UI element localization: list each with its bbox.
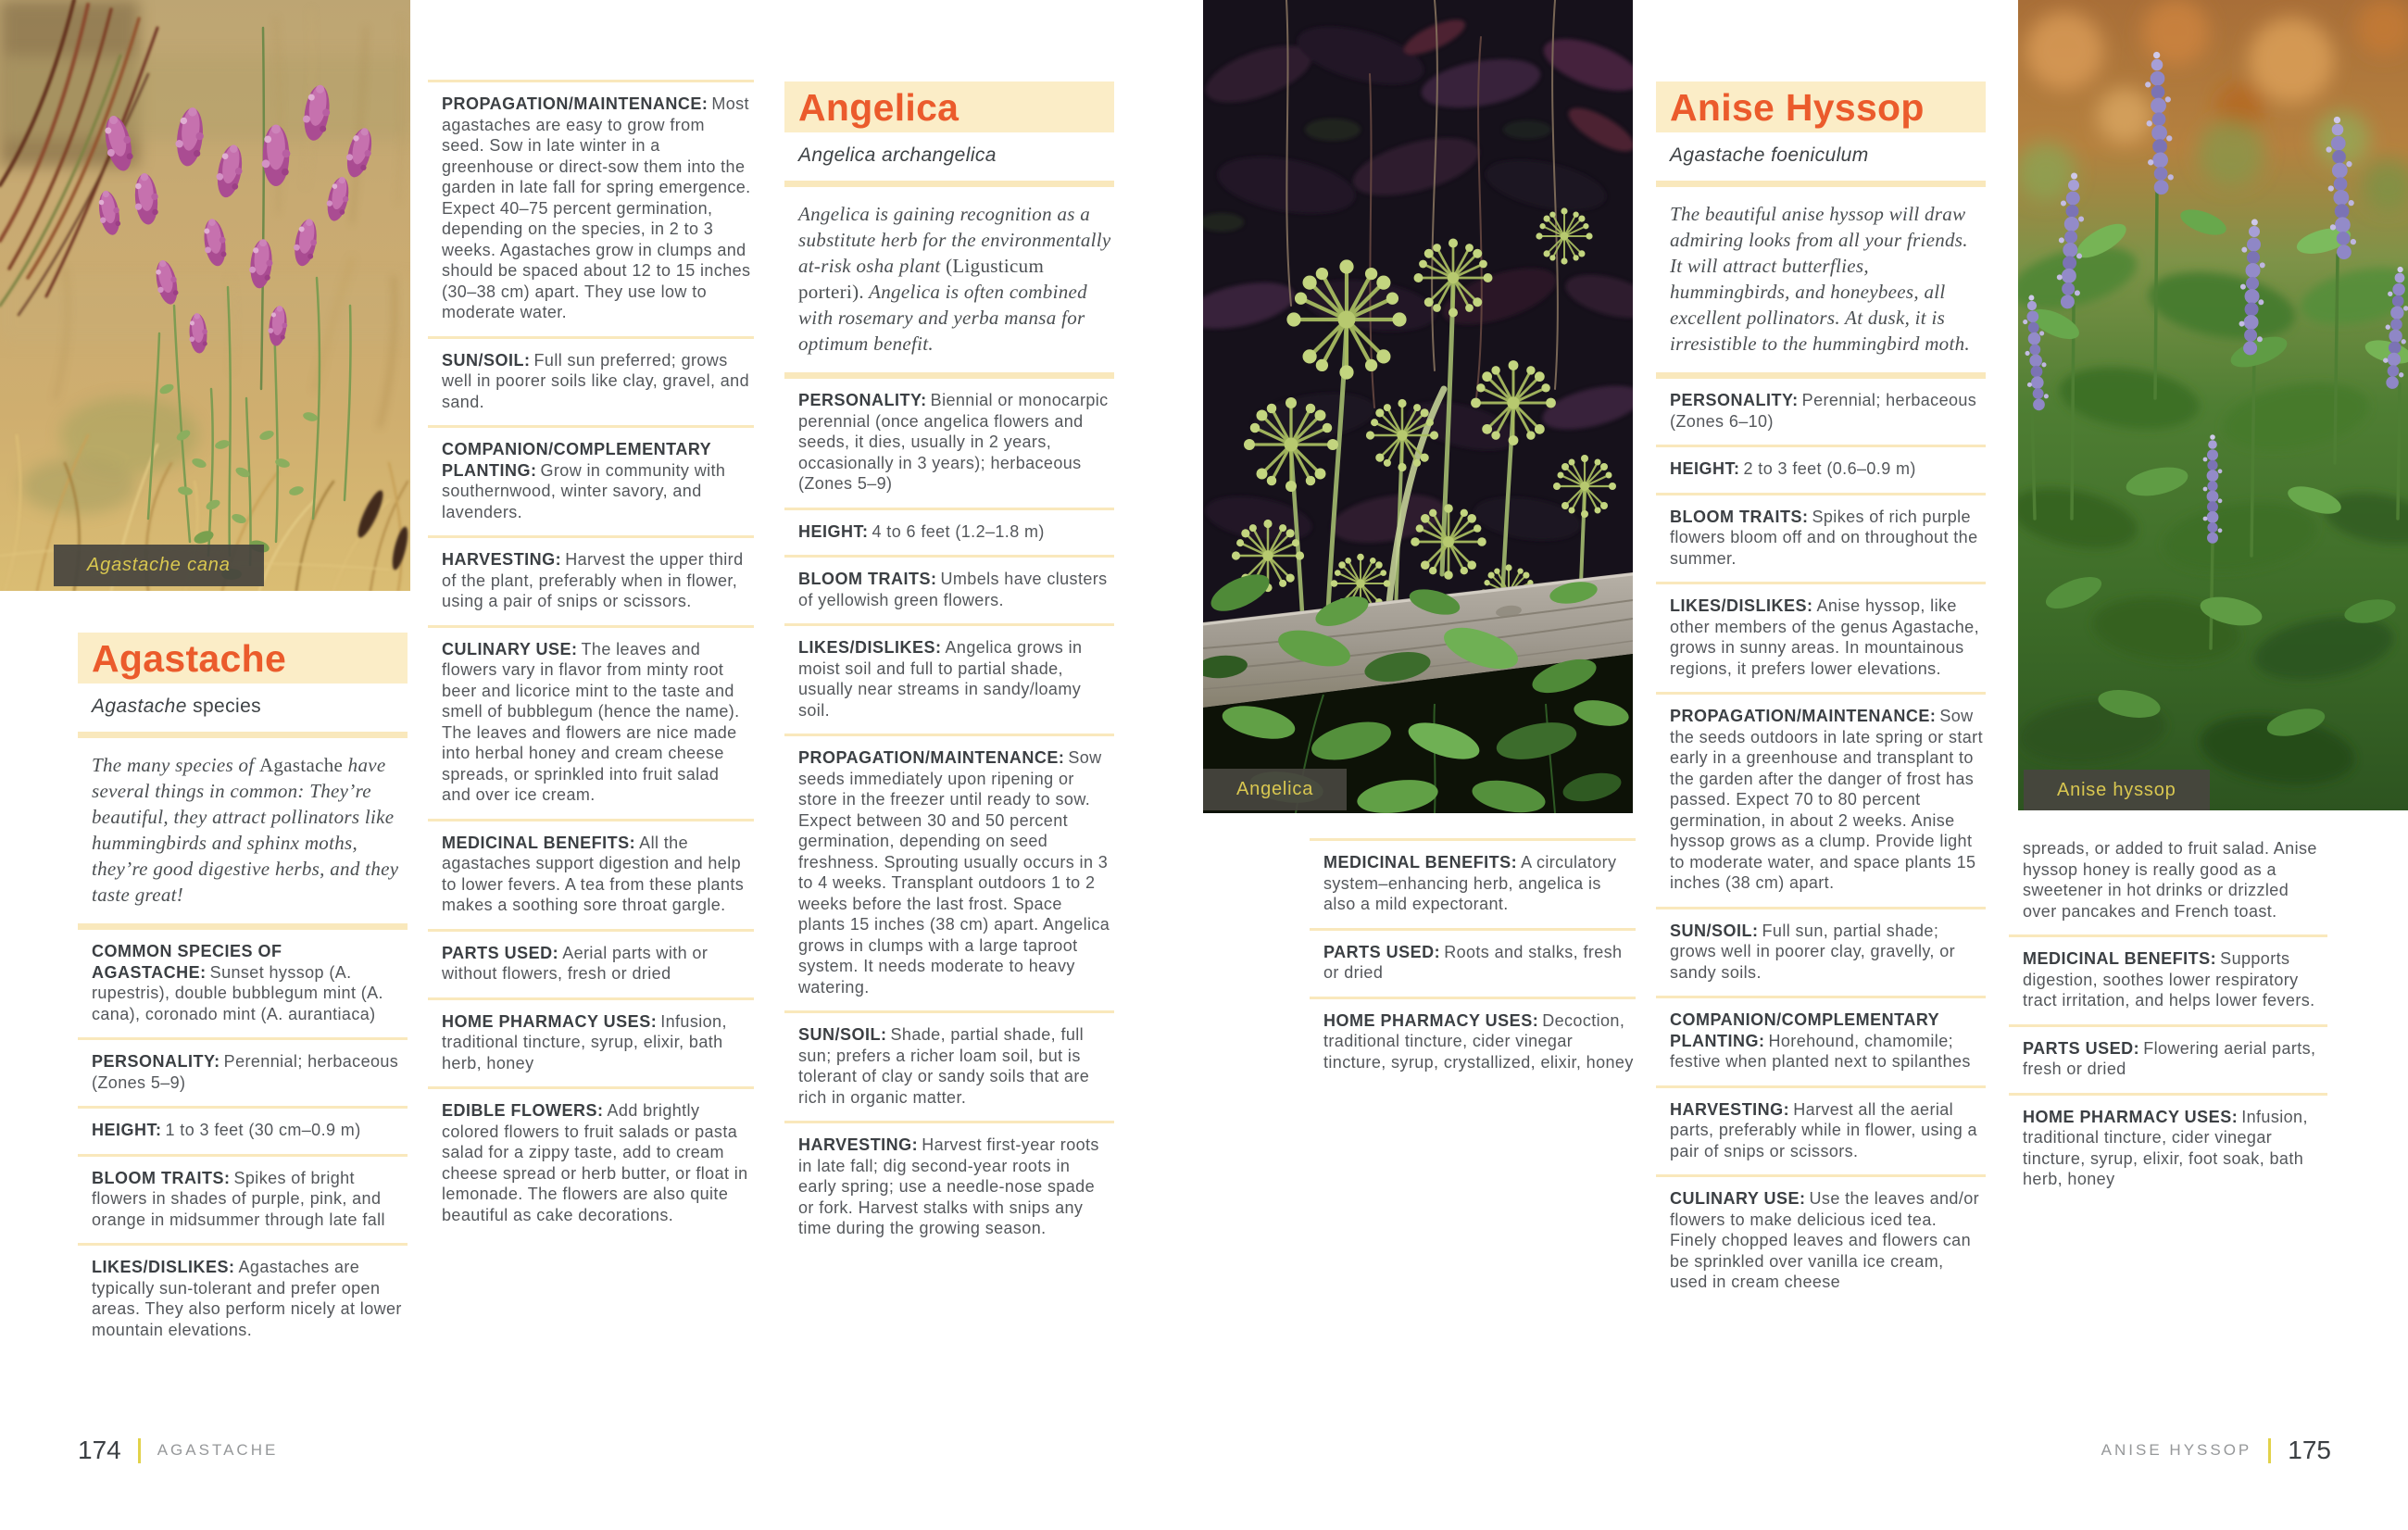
section-parts-used: [428, 929, 754, 997]
section-label: PROPAGATION/MAINTENANCE:: [1670, 707, 1937, 725]
section-text: Perennial; herbaceous (Zones 6–10): [1670, 391, 1977, 431]
section-companion-planting: [428, 425, 754, 535]
section-text: The leaves and flowers vary in flavor from minty root beer and licorice mint to the taste and smell of bubblegum (hence the name). The leaves and flowers are nice made into herbal honey and cream cheese spreads, or sprinkled into fruit salad and over ice cream.: [442, 639, 740, 804]
section-personality: [1656, 379, 1986, 445]
section-sun-soil: [428, 336, 754, 426]
angelica-photo: [1203, 0, 1633, 813]
anise-hyssop-photo: [2018, 0, 2408, 810]
section-text: Decoction, traditional tincture, cider vinegar tincture, syrup, crystallized, elixir, honey: [1323, 1010, 1634, 1072]
entry-intro-agastache: [78, 738, 408, 923]
species-genus: Agastache: [92, 696, 187, 717]
section-label: HEIGHT:: [1670, 459, 1740, 478]
section-personality: [784, 379, 1114, 508]
section-text: 1 to 3 feet (30 cm–0.9 m): [165, 1121, 361, 1139]
section-label: MEDICINAL BENEFITS:: [2023, 949, 2217, 968]
section-height: [78, 1106, 408, 1154]
section-label: CULINARY USE:: [442, 639, 578, 658]
section-home-pharmacy: [2009, 1093, 2327, 1203]
section-companion-planting: [1656, 996, 1986, 1085]
section-label: HEIGHT:: [798, 521, 869, 541]
section-likes-dislikes: [784, 623, 1114, 734]
section-parts-used: [1310, 928, 1636, 997]
section-bloom-traits: [78, 1154, 408, 1244]
anise-hyssop-column: [1656, 82, 1986, 1306]
intro-text: Angelica is gaining recognition as a substitute herb for the environmentally at-risk osha plant: [798, 203, 1111, 277]
section-propagation: [1656, 692, 1986, 907]
section-label: BLOOM TRAITS:: [1670, 507, 1809, 526]
section-text: Roots and stalks, fresh or dried: [1323, 942, 1623, 982]
intro-latin: (Ligusticum porteri).: [798, 255, 1045, 303]
section-text: Harvest the upper third of the plant, preferably when in flower, using a pair of snips or scissors.: [442, 550, 744, 610]
section-label: SUN/SOIL:: [442, 350, 531, 370]
section-text: Aerial parts with or without flowers, fresh or dried: [442, 943, 709, 983]
photo-caption-agastache-cana: Agastache cana: [54, 545, 264, 586]
section-label: HOME PHARMACY USES:: [442, 1011, 658, 1031]
section-text: Supports digestion, soothes lower respiratory tract irritation, and helps lower fevers.: [2023, 949, 2315, 1010]
section-personality: [78, 1037, 408, 1106]
section-label: PERSONALITY:: [92, 1052, 220, 1071]
section-text: Full sun, partial shade; grows well in poorer clay, gravelly, or sandy soils.: [1670, 921, 1956, 982]
photo-caption-anise-hyssop: Anise hyssop: [2024, 770, 2210, 810]
section-text: Full sun preferred; grows well in poorer soils like clay, gravel, and sand.: [442, 350, 750, 411]
page-footer-left: [78, 1436, 278, 1465]
section-text: Angelica grows in moist soil and full to partial shade, usually near streams in sandy/loamy soil.: [798, 638, 1083, 720]
section-text: 4 to 6 feet (1.2–1.8 m): [872, 521, 1045, 541]
section-label: SUN/SOIL:: [1670, 921, 1759, 940]
section-label: BLOOM TRAITS:: [798, 570, 937, 588]
section-label: HARVESTING:: [442, 550, 562, 569]
section-label: LIKES/DISLIKES:: [798, 638, 942, 657]
section-text: Sunset hyssop (A. rupestris), double bubblegum mint (A. cana), coronado mint (A. aurantiaca): [92, 962, 383, 1023]
section-label: PROPAGATION/MAINTENANCE:: [442, 94, 709, 113]
section-text: Umbels have clusters of yellowish green flowers.: [798, 570, 1108, 609]
section-medicinal-benefits: [428, 819, 754, 929]
intro-genus: Agastache: [258, 754, 344, 776]
section-text: Add brightly colored flowers to fruit salads or pasta salad for a zippy taste, add to cream cheese spread or herb butter, or float in lemonade. The flowers are also quite beautiful as cake decorations.: [442, 1101, 748, 1224]
section-culinary-use: [428, 625, 754, 819]
section-label: HOME PHARMACY USES:: [2023, 1107, 2239, 1126]
section-text: Most agastaches are easy to grow from seed. Sow in late winter in a greenhouse or direct-sow them into the garden in late fall for spring emergence. Expect 40–75 percent germination, depending on the species, in 2 to 3 weeks. Agastaches grow in clumps and should be spaced about 12 to 15 inches (30–38 cm) apart. They use low to moderate water.: [442, 94, 751, 321]
section-harvesting: [784, 1121, 1114, 1252]
section-text: Infusion, traditional tincture, syrup, elixir, bath herb, honey: [442, 1011, 727, 1072]
section-text: Horehound, chamomile; festive when planted next to spilanthes: [1670, 1031, 1971, 1071]
divider: [784, 372, 1114, 379]
section-sun-soil: [784, 1010, 1114, 1121]
section-likes-dislikes: [78, 1243, 408, 1353]
entry-title-anise-hyssop: Anise Hyssop: [1656, 82, 1986, 132]
entry-intro-angelica: [784, 187, 1114, 372]
agastache-column-1: [78, 633, 408, 1353]
species-name-agastache: [78, 683, 408, 732]
section-home-pharmacy: [428, 997, 754, 1087]
section-label: MEDICINAL BENEFITS:: [1323, 853, 1518, 872]
section-text: 2 to 3 feet (0.6–0.9 m): [1743, 459, 1916, 478]
section-label: HEIGHT:: [92, 1121, 162, 1139]
section-text: Grow in community with southernwood, winter savory, and lavenders.: [442, 460, 726, 521]
section-text: Infusion, traditional tincture, cider vinegar tincture, syrup, elixir, foot soak, bath herb, honey: [2023, 1107, 2308, 1188]
section-label: PARTS USED:: [2023, 1038, 2140, 1058]
section-label: HARVESTING:: [798, 1135, 919, 1154]
section-home-pharmacy: [1310, 997, 1636, 1086]
angelica-column: [784, 82, 1114, 1252]
angelica-photo-art: [1203, 0, 1633, 813]
page-footer-right: [2101, 1436, 2331, 1465]
divider: [784, 181, 1114, 187]
section-label: PERSONALITY:: [798, 391, 927, 409]
running-head-left: AGASTACHE: [157, 1441, 279, 1459]
section-text: Sow seeds immediately upon ripening or store in the freezer until ready to sow. Expect between 30 and 50 percent germination, depending on seed freshness. Sprouting usually occurs in 3 to 4 weeks. Transplant outdoors 1 to 2 weeks before the last frost. Space plants 15 inches (38 cm) apart. Angelica grows in clumps with a large taproot system. It needs moderate to heavy watering.: [798, 748, 1110, 997]
entry-intro-anise-hyssop: The beautiful anise hyssop will draw admiring looks from all your friends. It will attract butterflies, hummingbirds, and honeybees, all excellent pollinators. At dusk, it is irresistible to the hummingbird moth.: [1670, 203, 1970, 355]
section-parts-used: [2009, 1024, 2327, 1093]
agastache-cana-photo: [0, 0, 410, 591]
footer-divider: [138, 1438, 141, 1463]
section-label: SUN/SOIL:: [798, 1025, 887, 1044]
section-text: Anise hyssop, like other members of the genus Agastache, grows in sunny areas. In mountainous regions, it prefers lower elevations.: [1670, 596, 1979, 678]
section-text: Sow the seeds outdoors in late spring or start early in a greenhouse and transplant to the garden after the danger of frost has passed. Expect 70 to 80 percent germination, in about 2 weeks. Anise hyssop grows as a clump. Provide light to moderate water, and space plants 15 inches (38 cm) apart.: [1670, 707, 1983, 892]
section-text: Shade, partial shade, full sun; prefers a richer loam soil, but is tolerant of clay or sandy soils that are rich in organic matter.: [798, 1025, 1090, 1107]
section-text: Biennial or monocarpic perennial (once angelica flowers and seeds, it dies, usually in 2 years, occasionally in 3 years); herbaceous (Zones 5–9): [798, 391, 1109, 493]
species-name-anise-hyssop: Agastache foeniculum: [1670, 144, 1869, 166]
section-label: LIKES/DISLIKES:: [92, 1258, 235, 1276]
section-likes-dislikes: [1656, 582, 1986, 692]
section-text: Harvest all the aerial parts, preferably while in flower, using a pair of snips or scissors.: [1670, 1099, 1977, 1160]
running-head-right: ANISE HYSSOP: [2101, 1441, 2252, 1459]
section-label: COMPANION/COMPLEMENTARY PLANTING:: [442, 440, 711, 480]
photo-caption-angelica: Angelica: [1203, 769, 1347, 810]
section-edible-flowers: [428, 1086, 754, 1238]
entry-title-agastache: Agastache: [78, 633, 408, 683]
section-text: Agastaches are typically sun-tolerant and prefer open areas. They also perform nicely at lower mountain elevations.: [92, 1258, 402, 1339]
section-label: PERSONALITY:: [1670, 391, 1799, 409]
anise-hyssop-photo-art: [2018, 0, 2408, 810]
page-number-left: 174: [78, 1436, 121, 1464]
agastache-column-2: [428, 80, 754, 1238]
section-common-species: [78, 930, 408, 1037]
section-text: A circulatory system–enhancing herb, angelica is also a mild expectorant.: [1323, 853, 1617, 913]
section-height: [1656, 445, 1986, 493]
section-label: CULINARY USE:: [1670, 1189, 1806, 1208]
section-label: PROPAGATION/MAINTENANCE:: [798, 748, 1065, 767]
section-label: HOME PHARMACY USES:: [1323, 1010, 1539, 1030]
section-culinary-use: [1656, 1174, 1986, 1306]
section-propagation: [428, 80, 754, 336]
divider: [1656, 181, 1986, 187]
intro-text: The many species of: [92, 754, 259, 776]
section-label: MEDICINAL BENEFITS:: [442, 833, 636, 852]
section-text: Use the leaves and/or flowers to make delicious iced tea. Finely chopped leaves and flowers can be sprinkled over vanilla ice cream, used in cream cheese: [1670, 1189, 1980, 1291]
anise-hyssop-column-continued: [2009, 836, 2327, 1203]
section-sun-soil: [1656, 907, 1986, 997]
section-bloom-traits: [1656, 493, 1986, 583]
angelica-column-continued: [1310, 838, 1636, 1085]
section-text: Spikes of bright flowers in shades of purple, pink, and orange in midsummer through late fall: [92, 1168, 385, 1229]
section-label: LIKES/DISLIKES:: [1670, 596, 1813, 615]
entry-title-angelica: Angelica: [784, 82, 1114, 132]
section-height: [784, 508, 1114, 556]
divider: [1656, 372, 1986, 379]
agastache-cana-photo-art: [0, 0, 410, 591]
section-label: BLOOM TRAITS:: [92, 1168, 231, 1187]
section-text: Harvest first-year roots in late fall; dig second-year roots in early spring; use a needle-nose spade or fork. Harvest stalks with snips any time during the growing season.: [798, 1135, 1099, 1237]
species-name-angelica: Angelica archangelica: [798, 144, 997, 166]
section-label: PARTS USED:: [442, 943, 559, 962]
divider: [78, 923, 408, 930]
intro-text: Angelica is often combined with rosemary and yerba mansa for optimum benefit.: [798, 281, 1087, 355]
section-label: COMMON SPECIES OF AGASTACHE:: [92, 942, 282, 982]
section-text: All the agastaches support digestion and help to lower fevers. A tea from these plants makes a soothing sore throat gargle.: [442, 833, 745, 914]
section-propagation: [784, 734, 1114, 1010]
section-bloom-traits: [784, 555, 1114, 623]
divider: [78, 732, 408, 738]
section-label: COMPANION/COMPLEMENTARY PLANTING:: [1670, 1010, 1939, 1050]
section-medicinal-benefits: [2009, 934, 2327, 1024]
page-number-right: 175: [2288, 1436, 2331, 1464]
section-harvesting: [1656, 1085, 1986, 1175]
section-text: Spikes of rich purple flowers bloom off and on throughout the summer.: [1670, 507, 1978, 568]
species-suffix: species: [186, 696, 262, 717]
section-culinary-continuation: spreads, or added to fruit salad. Anise hyssop honey is really good as a sweetener in hot drinks or drizzled over pancakes and French toast.: [2023, 839, 2317, 921]
section-label: PARTS USED:: [1323, 942, 1441, 961]
section-medicinal-benefits: [1310, 838, 1636, 928]
section-harvesting: [428, 535, 754, 625]
intro-text: have several things in common: They’re beautiful, they attract pollinators like hummingbirds and sphinx moths, they’re good digestive herbs, and they taste great!: [92, 754, 399, 906]
footer-divider: [2268, 1438, 2271, 1463]
section-text: Perennial; herbaceous (Zones 5–9): [92, 1052, 399, 1092]
section-text: Flowering aerial parts, fresh or dried: [2023, 1038, 2316, 1078]
section-label: HARVESTING:: [1670, 1099, 1790, 1119]
section-label: EDIBLE FLOWERS:: [442, 1101, 604, 1120]
